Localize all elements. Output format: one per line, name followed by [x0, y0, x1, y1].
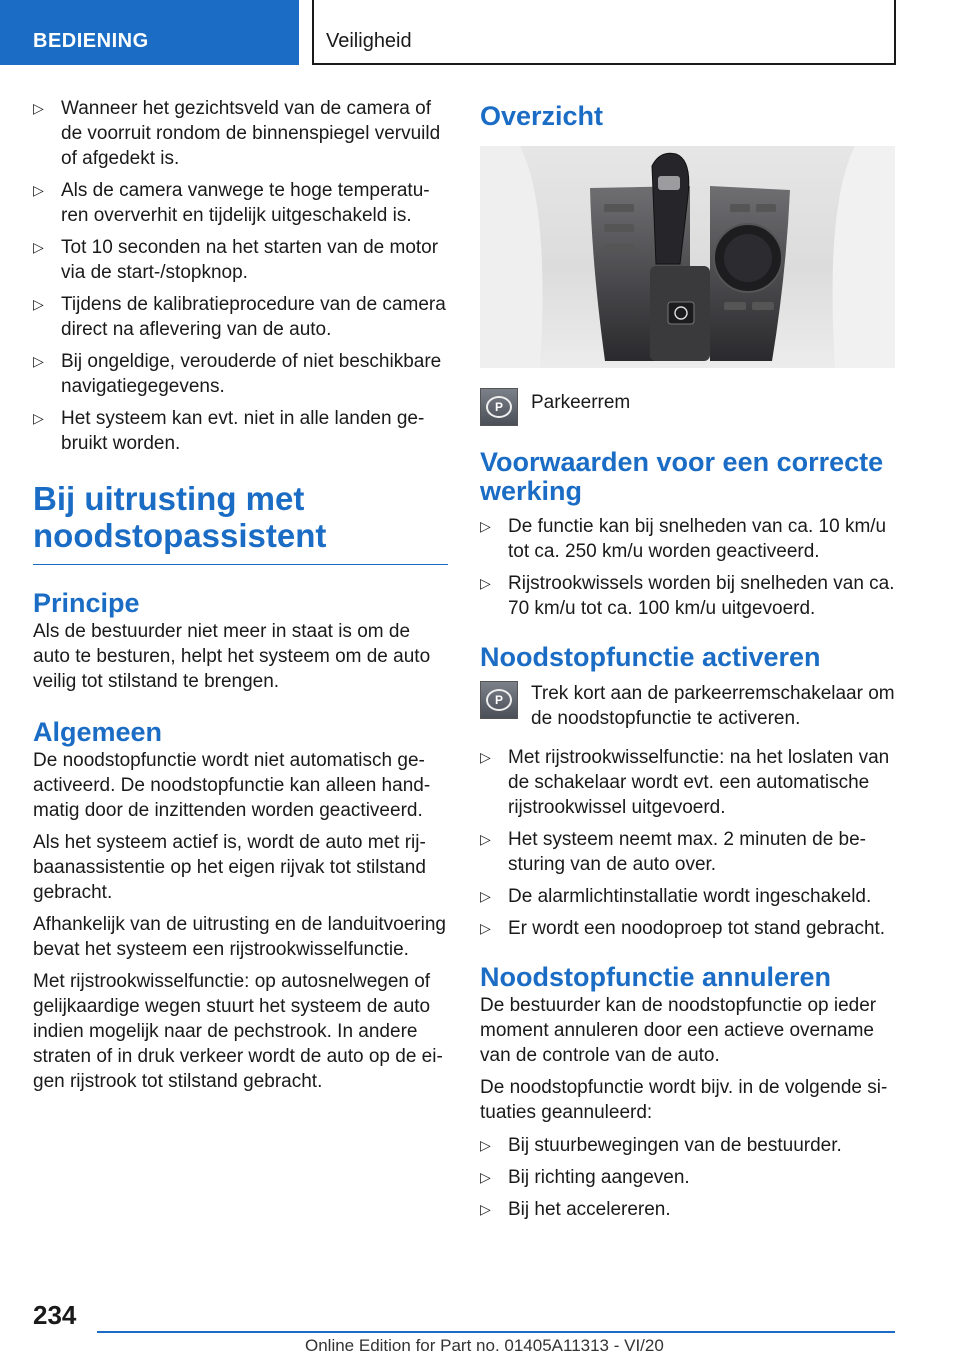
list-item: ▷ Bij het accelereren.: [480, 1197, 895, 1222]
parking-brake-label: Parkeerrem: [531, 392, 631, 413]
list-item: ▷ Bij richting aangeven.: [480, 1165, 895, 1190]
section-heading: Bij uitrusting met noodstopassistent: [33, 480, 448, 565]
page-number: 234: [33, 1300, 77, 1330]
gear-selector-icon: [480, 146, 895, 368]
algemeen-heading: Algemeen: [33, 717, 163, 747]
paragraph: Als het systeem actief is, wordt de auto met rij‐ baanassistentie op het eigen rijvak tot stilstand gebracht.: [33, 832, 426, 903]
right-column: [480, 96, 895, 1229]
center-console-photo: [480, 146, 895, 368]
left-column: [33, 96, 448, 1101]
annuleren-list: [480, 1133, 895, 1222]
list-item: ▷ Bij ongeldige, verouderde of niet beschikbare navigatiegegevens.: [33, 349, 448, 399]
section-title: BEDIENING: [33, 30, 149, 52]
section-tab[interactable]: [0, 0, 299, 65]
list-item: ▷ De alarmlichtinstallatie wordt ingeschakeld.: [480, 884, 895, 909]
annuleren-heading: Noodstopfunctie annuleren: [480, 962, 831, 992]
paragraph: De noodstopfunctie wordt bijv. in de volgende si‐ tuaties geannuleerd:: [480, 1077, 888, 1123]
paragraph: Afhankelijk van de uitrusting en de landuitvoering bevat het systeem een rijstrookwisselfunctie.: [33, 914, 446, 960]
list-item: ▷ Tot 10 seconden na het starten van de motor via de start-/stopknop.: [33, 235, 448, 285]
conditions-list: [33, 96, 448, 456]
paragraph: De noodstopfunctie wordt niet automatisch ge‐ activeerd. De noodstopfunctie kan alleen hand‐ matig door de inzittenden worden geactiveerd.: [33, 750, 431, 821]
overzicht-heading: Overzicht: [480, 101, 604, 131]
principe-heading: Principe: [33, 588, 140, 618]
chapter-header: [312, 0, 896, 65]
paragraph: De bestuurder kan de noodstopfunctie op ieder moment annuleren door een actieve overname van de controle van de auto.: [480, 995, 877, 1066]
list-item: ▷ Bij stuurbewegingen van de bestuurder.: [480, 1133, 895, 1158]
chapter-title: Veiligheid: [326, 30, 412, 52]
paragraph: Met rijstrookwisselfunctie: op autosnelwegen of gelijkaardige wegen stuurt het systeem de auto indien mogelijk naar de pechstrook. In andere straten of in druk verkeer wordt de auto op de ei‐ gen rijstrook tot stilstand gebracht.: [33, 971, 443, 1092]
list-item: ▷ Het systeem kan evt. niet in alle landen ge‐ bruikt worden.: [33, 406, 448, 456]
footer-divider: [97, 1331, 895, 1333]
parking-brake-legend: [480, 388, 895, 426]
list-item: ▷ Met rijstrookwisselfunctie: na het loslaten van de schakelaar wordt evt. een automatische rijstrookwissel uitgevoerd.: [480, 745, 895, 820]
list-item: ▷ Tijdens de kalibratieprocedure van de camera direct na aflevering van de auto.: [33, 292, 448, 342]
list-item: ▷ Wanneer het gezichtsveld van de camera of de voorruit rondom de binnenspiegel vervuild of afgedekt is.: [33, 96, 448, 171]
list-item: ▷ Rijstrookwissels worden bij snelheden van ca. 70 km/u tot ca. 100 km/u uitgevoerd.: [480, 571, 895, 621]
edition-link[interactable]: Online Edition for Part no. 01405A11313 - VI/20: [305, 1336, 664, 1355]
principe-text: Als de bestuurder niet meer in staat is om de auto te besturen, helpt het systeem om de auto veilig tot stilstand te brengen.: [33, 621, 431, 692]
voorwaarden-list: [480, 514, 895, 621]
list-item: ▷ Er wordt een noodoproep tot stand gebracht.: [480, 916, 895, 941]
activeren-text: Trek kort aan de parkeerremschakelaar om de noodstopfunctie te activeren.: [531, 683, 895, 729]
parking-brake-icon: P: [480, 681, 518, 719]
list-item: ▷ Als de camera vanwege te hoge temperatu‐ ren oververhit en tijdelijk uitgeschakeld is.: [33, 178, 448, 228]
parking-brake-icon: P: [480, 388, 518, 426]
voorwaarden-heading: Voorwaarden voor een correcte werking: [480, 447, 884, 506]
list-item: ▷ De functie kan bij snelheden van ca. 10 km/u tot ca. 250 km/u worden geactiveerd.: [480, 514, 895, 564]
activeren-instruction: [480, 681, 895, 731]
activeren-heading: Noodstopfunctie activeren: [480, 642, 821, 672]
activeren-list: [480, 745, 895, 941]
list-item: ▷ Het systeem neemt max. 2 minuten de be‐ sturing van de auto over.: [480, 827, 895, 877]
